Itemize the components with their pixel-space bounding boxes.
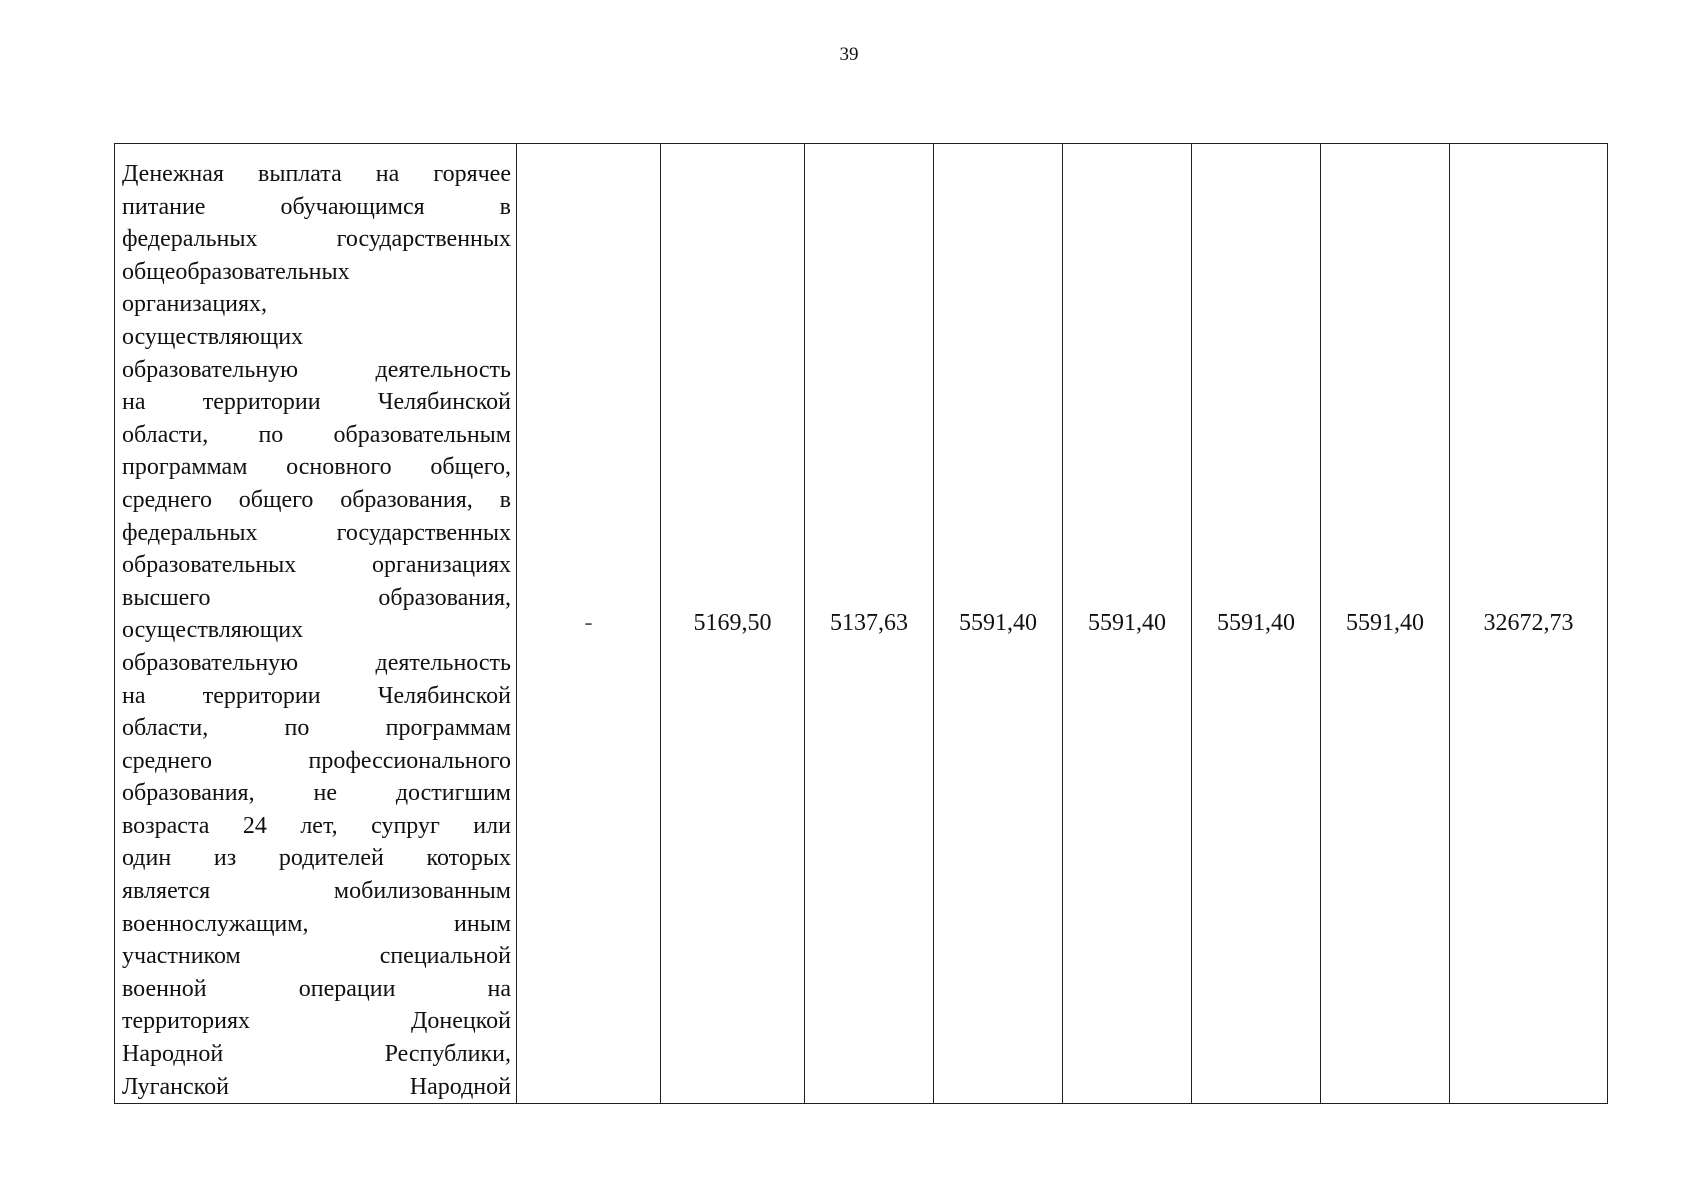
table-row xyxy=(115,144,1608,1104)
word: Республики, xyxy=(384,1041,511,1068)
word: не xyxy=(313,780,337,807)
word: или xyxy=(473,812,511,839)
word: образовательную xyxy=(122,356,299,383)
word: 24 xyxy=(242,812,267,839)
word: участником xyxy=(122,943,241,970)
word: на xyxy=(375,161,400,187)
description-line xyxy=(122,451,511,484)
description-line xyxy=(122,1005,511,1038)
description-line xyxy=(122,386,511,419)
description-line-words xyxy=(122,191,511,224)
description-line-words xyxy=(122,940,511,973)
word: федеральных xyxy=(122,226,258,253)
description-line xyxy=(122,582,511,615)
total-cell: 32672,73 xyxy=(1450,144,1608,1104)
word: образовательную xyxy=(122,649,299,676)
word: в xyxy=(499,486,511,513)
word: образовательным xyxy=(333,421,511,448)
word: военнослужащим, xyxy=(122,910,309,937)
word: в xyxy=(499,193,511,220)
word: образования, xyxy=(340,486,473,513)
word: возраста xyxy=(122,812,210,839)
description-line-words xyxy=(122,680,511,713)
value-cell-2: 5169,50 xyxy=(661,144,805,1104)
word: Челябинской xyxy=(377,389,511,416)
description-line xyxy=(122,745,511,778)
word: родителей xyxy=(278,845,384,872)
word: из xyxy=(213,845,237,872)
description-line xyxy=(122,940,511,973)
word: образования, xyxy=(122,780,255,807)
description-line xyxy=(122,1071,511,1104)
value-cell-1: - xyxy=(517,144,661,1104)
word: территории xyxy=(202,682,321,709)
description-line-words xyxy=(122,354,511,387)
description-line xyxy=(122,158,511,191)
description-line-words xyxy=(122,973,511,1006)
word: государственных xyxy=(336,519,511,546)
word: на xyxy=(487,975,511,1002)
word: достигшим xyxy=(395,780,511,807)
description-line-words xyxy=(122,386,511,419)
word: является xyxy=(122,878,211,905)
word: среднего xyxy=(122,486,212,513)
description-line xyxy=(122,419,511,452)
word: Денежная xyxy=(122,161,224,187)
word: выплата xyxy=(257,161,342,187)
description-line-words xyxy=(122,1071,511,1104)
description-line-words xyxy=(122,158,511,191)
word: территории xyxy=(202,389,321,416)
description-line-words xyxy=(122,647,511,680)
description-line-words xyxy=(122,908,511,941)
word: на xyxy=(122,682,146,709)
description-line-words xyxy=(122,549,511,582)
word: среднего xyxy=(122,747,212,774)
word: супруг xyxy=(371,812,440,839)
description-line xyxy=(122,484,511,517)
word: профессионального xyxy=(308,747,511,774)
word: специальной xyxy=(379,943,511,970)
description-line-words xyxy=(122,1038,511,1071)
description-line xyxy=(122,354,511,387)
word: высшего xyxy=(122,584,211,611)
word: общего, xyxy=(430,454,511,481)
word: деятельность xyxy=(375,649,511,676)
word: иным xyxy=(454,910,511,937)
description-line xyxy=(122,908,511,941)
description-line xyxy=(122,1038,511,1071)
word: Народной xyxy=(122,1041,224,1068)
value-cell-6: 5591,40 xyxy=(1192,144,1321,1104)
description-line xyxy=(122,712,511,745)
description-line-words xyxy=(122,451,511,484)
word: на xyxy=(122,389,146,416)
description-line-words xyxy=(122,517,511,550)
description-line xyxy=(122,777,511,810)
word: государственных xyxy=(336,226,511,253)
description-line xyxy=(122,191,511,224)
word: операции xyxy=(298,975,396,1002)
value-cell-5: 5591,40 xyxy=(1063,144,1192,1104)
description-line xyxy=(122,973,511,1006)
description-line-words xyxy=(122,484,511,517)
description-line xyxy=(122,810,511,843)
page-number: 39 xyxy=(839,44,859,65)
word: федеральных xyxy=(122,519,258,546)
word: Луганской xyxy=(122,1073,229,1100)
word: организациях xyxy=(371,552,511,579)
description-line: осуществляющих xyxy=(122,617,304,644)
word: территориях xyxy=(122,1008,251,1035)
description-line-words xyxy=(122,777,511,810)
word: основного xyxy=(286,454,392,481)
description-line-words xyxy=(122,1005,511,1038)
word: Народной xyxy=(409,1073,511,1100)
description-line-words xyxy=(122,745,511,778)
word: деятельность xyxy=(375,356,511,383)
word: программам xyxy=(122,454,248,481)
description-line-words xyxy=(122,810,511,843)
value-cell-4: 5591,40 xyxy=(934,144,1063,1104)
description-line-words xyxy=(122,582,511,615)
word: Челябинской xyxy=(377,682,511,709)
word: питание xyxy=(122,193,206,220)
description-line xyxy=(122,875,511,908)
description-line-words xyxy=(122,875,511,908)
word: Донецкой xyxy=(411,1008,511,1035)
description-line: общеобразовательных xyxy=(122,258,350,285)
word: мобилизованным xyxy=(333,878,511,905)
value-cell-7: 5591,40 xyxy=(1321,144,1450,1104)
value-cell-3: 5137,63 xyxy=(805,144,934,1104)
description-cell xyxy=(115,144,517,1104)
description-line xyxy=(122,647,511,680)
description-line-words xyxy=(122,223,511,256)
word: лет, xyxy=(300,812,338,839)
description-line: осуществляющих xyxy=(122,323,304,350)
word: области, xyxy=(122,421,209,448)
word: которых xyxy=(426,845,511,872)
word: горячее xyxy=(433,161,511,187)
description-line-words xyxy=(122,419,511,452)
word: общего xyxy=(238,486,314,513)
description-line: организациях, xyxy=(122,291,268,318)
description-line xyxy=(122,549,511,582)
word: по xyxy=(258,421,284,448)
budget-table xyxy=(114,143,1608,1104)
word: по xyxy=(284,715,310,742)
description-line-words xyxy=(122,712,511,745)
description-line xyxy=(122,842,511,875)
word: программам xyxy=(385,715,511,742)
description-line xyxy=(122,680,511,713)
description-line xyxy=(122,517,511,550)
word: обучающимся xyxy=(280,193,425,220)
word: один xyxy=(122,845,172,872)
description-line xyxy=(122,223,511,256)
word: образования, xyxy=(378,584,511,611)
description-line-words xyxy=(122,842,511,875)
word: военной xyxy=(122,975,207,1002)
word: образовательных xyxy=(122,552,297,579)
word: области, xyxy=(122,715,209,742)
